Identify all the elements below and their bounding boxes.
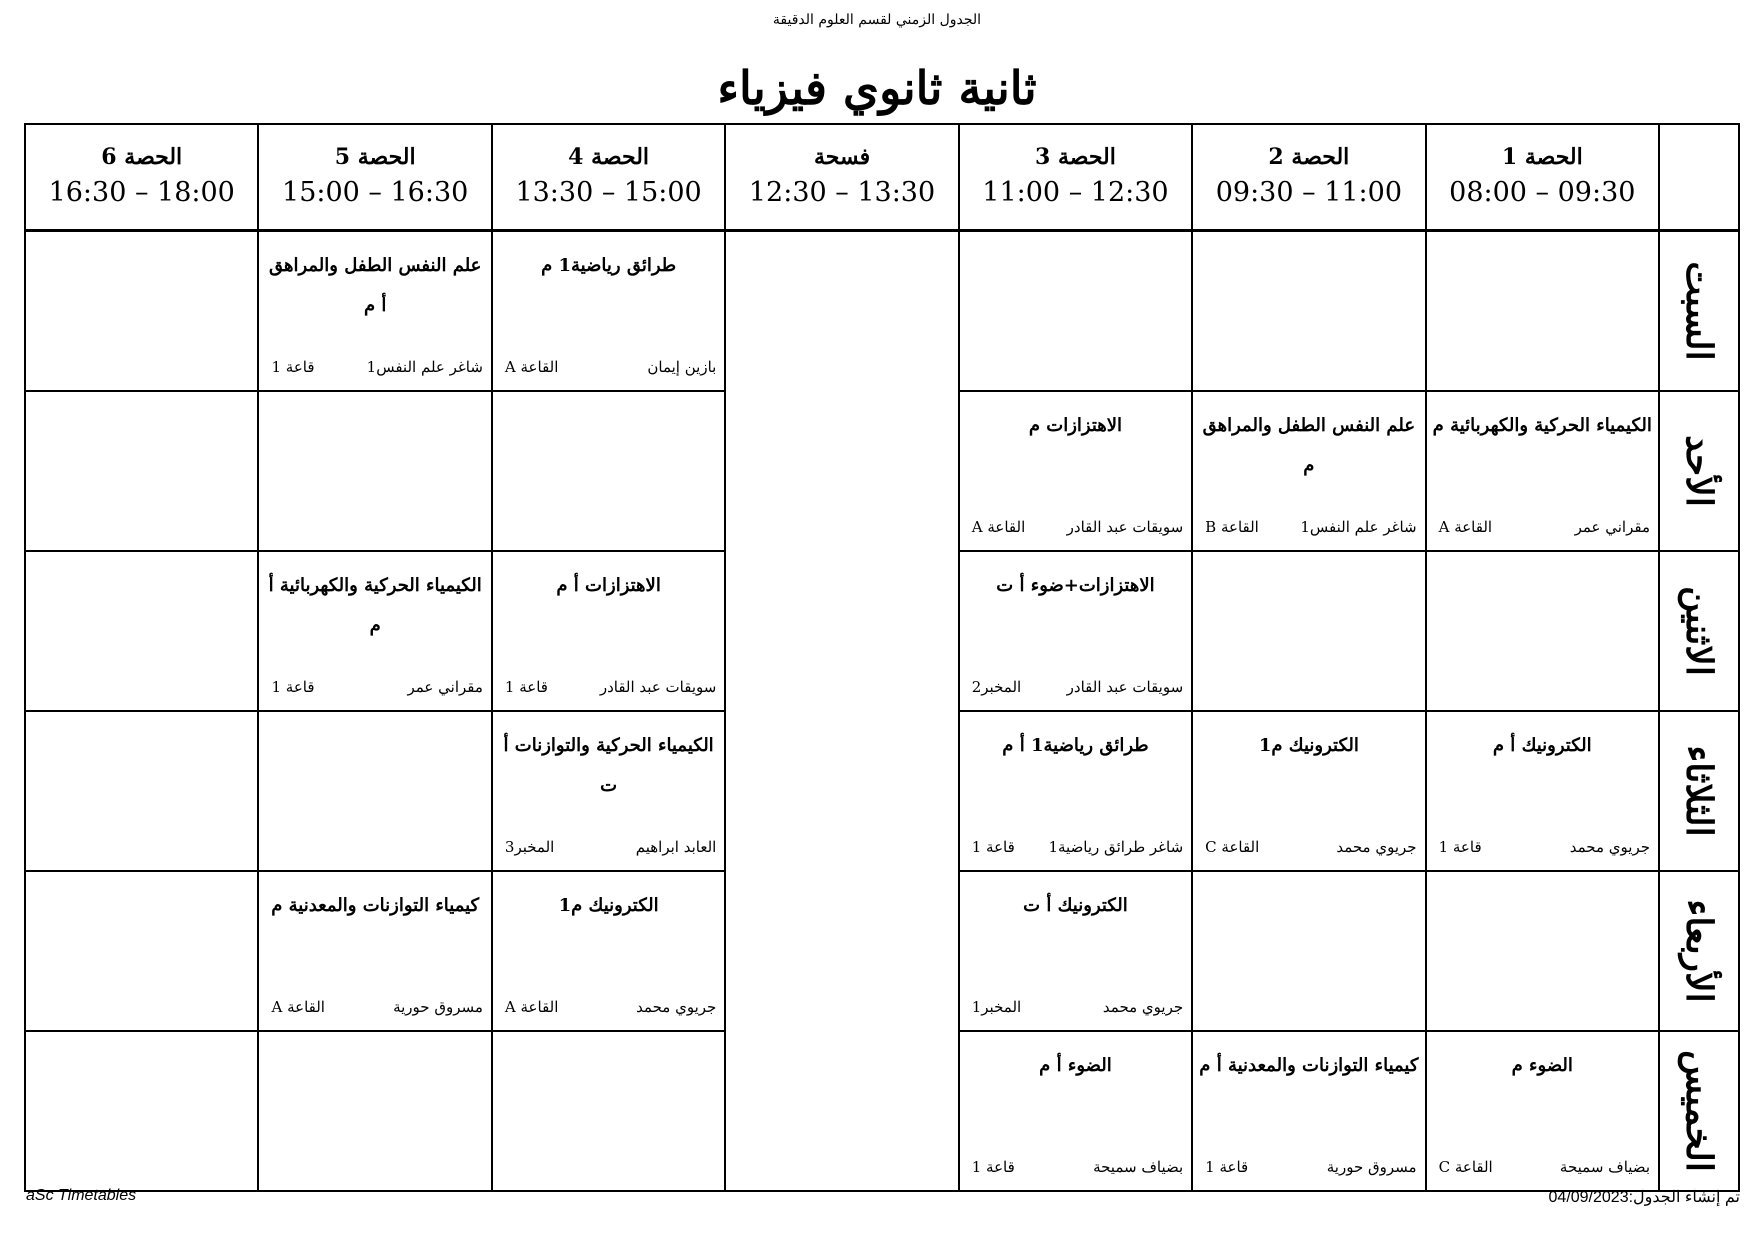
lesson-cell <box>959 711 1192 871</box>
day-label: الخميس <box>1678 1050 1720 1172</box>
lesson-room: القاعة A <box>1438 518 1493 536</box>
lesson-room: القاعة A <box>271 998 325 1016</box>
day-label-cell <box>1659 871 1739 1031</box>
lesson-cell <box>1192 711 1425 871</box>
lesson-room: قاعة 1 <box>1438 838 1482 856</box>
lesson-room: القاعة A <box>971 518 1026 536</box>
period-header-2 <box>1192 124 1425 231</box>
lesson-room: المخبر2 <box>971 678 1022 696</box>
period-name: الحصة 2 <box>1268 144 1350 170</box>
lesson-teacher: سويقات عبد القادر <box>1066 678 1184 696</box>
day-label-cell <box>1659 551 1739 711</box>
day-label: السبت <box>1678 261 1720 361</box>
lesson-subject: طرائق رياضية1 م <box>541 255 677 276</box>
lesson-subject: علم النفس الطفل والمراهق م <box>1202 415 1416 476</box>
lesson-teacher: بضياف سميحة <box>1093 1158 1184 1176</box>
lesson-cell <box>492 871 725 1031</box>
lesson-room: قاعة 1 <box>1205 1158 1249 1176</box>
lesson-teacher: مسروق حورية <box>1326 1158 1417 1176</box>
lesson-cell <box>959 1031 1192 1191</box>
empty-cell <box>1426 231 1659 392</box>
lesson-room: قاعة 1 <box>504 678 548 696</box>
period-time: 09:30 – 11:00 <box>1215 177 1403 208</box>
period-time: 11:00 – 12:30 <box>982 177 1169 208</box>
break-column <box>725 231 958 1192</box>
empty-cell <box>25 551 258 711</box>
generator-credit: aSc Timetables <box>26 1187 137 1204</box>
day-label: الأربعاء <box>1678 899 1720 1003</box>
lesson-room: القاعة B <box>1205 518 1259 536</box>
period-time: 13:30 – 15:00 <box>515 177 702 208</box>
lesson-teacher: جريوي محمد <box>1569 838 1650 856</box>
lesson-subject: كيمياء التوازنات والمعدنية م <box>271 895 480 916</box>
lesson-subject: الكترونيك م1 <box>1258 735 1359 756</box>
day-label-cell <box>1659 231 1739 392</box>
lesson-subject: الاهتزازات م <box>1028 415 1123 436</box>
lesson-subject: الضوء أ م <box>1039 1055 1112 1076</box>
period-header-6 <box>25 124 258 231</box>
period-time: 12:30 – 13:30 <box>748 177 936 208</box>
lesson-room: قاعة 1 <box>971 1158 1015 1176</box>
period-header-break <box>725 124 958 231</box>
lesson-cell <box>258 231 491 392</box>
period-time: 16:30 – 18:00 <box>48 177 235 208</box>
lesson-teacher: سويقات عبد القادر <box>1066 518 1184 536</box>
lesson-cell <box>492 711 725 871</box>
empty-cell <box>258 1031 491 1191</box>
period-name: الحصة 3 <box>1035 144 1116 170</box>
lesson-teacher: جريوي محمد <box>636 998 717 1016</box>
period-name: الحصة 1 <box>1501 144 1583 170</box>
lesson-subject: الاهتزازات أ م <box>556 575 661 596</box>
lesson-subject: الكيمياء الحركية والتوازنات أ ت <box>503 735 714 796</box>
lesson-subject: الكترونيك أ م <box>1492 735 1592 756</box>
lesson-room: القاعة C <box>1438 1158 1493 1176</box>
lesson-teacher: بازين إيمان <box>647 358 717 376</box>
period-name: الحصة 6 <box>101 144 183 170</box>
lesson-teacher: شاغر علم النفس1 <box>1300 518 1417 536</box>
empty-cell <box>25 871 258 1031</box>
period-header-3 <box>959 124 1192 231</box>
lesson-subject: الضوء م <box>1511 1055 1573 1076</box>
empty-cell <box>1426 551 1659 711</box>
empty-cell <box>25 1031 258 1191</box>
empty-cell <box>1192 231 1425 392</box>
period-name: الحصة 5 <box>334 144 416 170</box>
day-row <box>25 231 1739 392</box>
lesson-cell <box>1192 391 1425 551</box>
empty-cell <box>959 231 1192 392</box>
lesson-teacher: مقراني عمر <box>1574 518 1650 536</box>
lesson-cell <box>959 391 1192 551</box>
period-header-4 <box>492 124 725 231</box>
period-header-5 <box>258 124 491 231</box>
empty-cell <box>25 711 258 871</box>
lesson-room: قاعة 1 <box>971 838 1015 856</box>
lesson-subject: الكترونيك أ ت <box>1023 895 1128 916</box>
lesson-cell <box>959 871 1192 1031</box>
lesson-cell <box>492 551 725 711</box>
period-time: 08:00 – 09:30 <box>1449 177 1636 208</box>
empty-cell <box>25 391 258 551</box>
empty-cell <box>1426 871 1659 1031</box>
lesson-subject: طرائق رياضية1 أ م <box>1002 735 1149 756</box>
creation-date: تم إنشاء الجدول:04/09/2023 <box>1548 1189 1740 1206</box>
empty-cell <box>258 711 491 871</box>
document-header: الجدول الزمني لقسم العلوم الدقيقة <box>772 12 982 28</box>
period-header-row <box>25 124 1739 231</box>
lesson-cell <box>1426 391 1659 551</box>
empty-cell <box>1192 551 1425 711</box>
lesson-cell <box>1426 711 1659 871</box>
period-header-1 <box>1426 124 1659 231</box>
day-label: الثلاثاء <box>1678 745 1720 837</box>
day-label-cell <box>1659 711 1739 871</box>
empty-cell <box>492 1031 725 1191</box>
lesson-room: القاعة A <box>504 358 559 376</box>
empty-cell <box>1192 871 1425 1031</box>
empty-cell <box>258 391 491 551</box>
lesson-teacher: بضياف سميحة <box>1559 1158 1650 1176</box>
lesson-teacher: شاغر طرائق رياضية1 <box>1048 838 1184 856</box>
lesson-teacher: جريوي محمد <box>1336 838 1417 856</box>
day-label: الاثنين <box>1678 586 1720 676</box>
lesson-cell <box>492 231 725 392</box>
lesson-room: قاعة 1 <box>271 358 315 376</box>
lesson-subject: كيمياء التوازنات والمعدنية أ م <box>1199 1055 1419 1076</box>
lesson-room: المخبر1 <box>971 998 1022 1016</box>
lesson-subject: الكيمياء الحركية والكهربائية م <box>1432 415 1652 436</box>
lesson-cell <box>1426 1031 1659 1191</box>
lesson-cell <box>1192 1031 1425 1191</box>
lesson-teacher: مقراني عمر <box>407 678 483 696</box>
lesson-cell <box>959 551 1192 711</box>
lesson-teacher: العابد ابراهيم <box>635 838 717 856</box>
lesson-teacher: سويقات عبد القادر <box>599 678 717 696</box>
lesson-room: القاعة C <box>1205 838 1260 856</box>
period-name: فسحة <box>813 144 871 170</box>
day-label-cell <box>1659 1031 1739 1191</box>
lesson-subject: علم النفس الطفل والمراهق أ م <box>268 255 482 316</box>
lesson-room: المخبر3 <box>504 838 555 856</box>
timetable-body <box>25 231 1739 1192</box>
page-title: ثانية ثانوي فيزياء <box>717 61 1037 115</box>
day-label: الأحد <box>1678 435 1720 507</box>
lesson-room: قاعة 1 <box>271 678 315 696</box>
empty-cell <box>492 391 725 551</box>
empty-cell <box>25 231 258 392</box>
lesson-teacher: مسروق حورية <box>393 998 483 1016</box>
lesson-subject: الكترونيك م1 <box>558 895 659 916</box>
lesson-cell <box>258 871 491 1031</box>
lesson-room: القاعة A <box>504 998 559 1016</box>
lesson-teacher: شاغر علم النفس1 <box>366 358 483 376</box>
lesson-subject: الكيمياء الحركية والكهربائية أ م <box>268 575 482 636</box>
corner-cell <box>1659 124 1739 231</box>
lesson-cell <box>258 551 491 711</box>
period-name: الحصة 4 <box>568 144 650 170</box>
day-label-cell <box>1659 391 1739 551</box>
timetable <box>24 123 1740 1192</box>
lesson-teacher: جريوي محمد <box>1102 998 1184 1016</box>
lesson-subject: الاهتزازات+ضوء أ ت <box>996 575 1155 596</box>
period-time: 15:00 – 16:30 <box>282 177 469 208</box>
